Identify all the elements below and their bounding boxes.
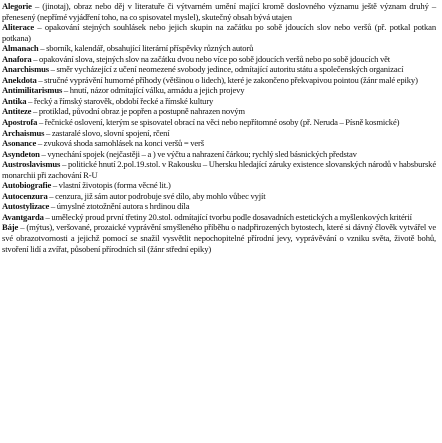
term: Antimilitarismus bbox=[2, 85, 63, 96]
glossary-entry bbox=[2, 106, 436, 117]
term: Autobiografie bbox=[2, 180, 52, 191]
definition: – úmyslné ztotožnění autora s hrdinou díla bbox=[49, 201, 190, 212]
definition: – vlastní životopis (forma věcné lit.) bbox=[51, 180, 171, 191]
definition: – směr vycházející z učení neomezené svobody jedince, odmítající autoritu státu a společenských organizací bbox=[48, 64, 404, 75]
glossary-entry bbox=[2, 1, 436, 22]
glossary-entry bbox=[2, 222, 436, 254]
term: Asonance bbox=[2, 138, 37, 149]
definition: – (jinotaj), obraz nebo děj v literatuře či výtvarném umění mající kromě doslovného významu ještě význam druhý – přenesený (nepřímé vyjádření toho, na co spisovatel myslel), skutečný obsah bývá utajen bbox=[2, 1, 436, 22]
glossary-entry bbox=[2, 149, 436, 160]
term: Alegorie bbox=[2, 1, 32, 11]
term: Avantgarda bbox=[2, 211, 44, 222]
term: Archaismus bbox=[2, 127, 45, 138]
glossary-entry bbox=[2, 201, 436, 212]
definition: – řečnické oslovení, kterým se spisovatel obrací na věci nebo nepřítomné osoby (př. Neruda – Písně kosmické) bbox=[37, 117, 400, 128]
glossary-entry bbox=[2, 75, 436, 86]
term: Antiteze bbox=[2, 106, 32, 117]
glossary-entry bbox=[2, 43, 436, 54]
definition: – zastaralé slovo, slovní spojení, rčení bbox=[44, 127, 170, 138]
definition: – opakování slova, stejných slov na začátku dvou nebo více po sobě jdoucích veršů nebo po sobě jdoucích vět bbox=[31, 53, 391, 64]
definition: – vynechání spojek (nejčastěji – a ) ve výčtu a nahrazení čárkou; rychlý sled básnických představ bbox=[39, 148, 357, 159]
term: Antika bbox=[2, 95, 27, 106]
definition: – zvuková shoda samohlásek na konci veršů = verš bbox=[36, 138, 204, 149]
glossary-entry bbox=[2, 117, 436, 128]
glossary-entry bbox=[2, 64, 436, 75]
glossary-entry bbox=[2, 22, 436, 43]
definition: – stručné vyprávění humorné příhody (většinou o lidech), které je zakončeno překvapivou pointou (žánr malé epiky) bbox=[36, 74, 418, 85]
term: Apostrofa bbox=[2, 117, 38, 128]
definition: – umělecký proud první třetiny 20.stol. odmítající tvorbu podle dosavadních estetických a myšlenkových kritérií bbox=[43, 211, 412, 222]
definition: – sborník, kalendář, obsahující literární příspěvky různých autorů bbox=[38, 43, 254, 54]
glossary-entry bbox=[2, 212, 436, 223]
glossary-entry bbox=[2, 85, 436, 96]
term: Almanach bbox=[2, 43, 39, 54]
term: Asyndeton bbox=[2, 148, 40, 159]
definition: – řecký a římský starověk, období řecké a římské kultury bbox=[26, 95, 214, 106]
glossary-entry bbox=[2, 191, 436, 202]
glossary-entry bbox=[2, 180, 436, 191]
definition: – politické hnutí 2.pol.19.stol. v Rakousku – Uhersku hledající záruky existence slovanských národů v habsburské monarchii při zachování R-U bbox=[2, 159, 436, 180]
glossary-entry bbox=[2, 54, 436, 65]
term: Aliterace bbox=[2, 22, 35, 33]
term: Autocenzura bbox=[2, 190, 48, 201]
term: Austroslavismus bbox=[2, 159, 61, 170]
glossary-entry bbox=[2, 138, 436, 149]
term: Báje bbox=[2, 222, 19, 233]
glossary-entry bbox=[2, 96, 436, 107]
definition: – opakování stejných souhlásek nebo jejich skupin na začátku po sobě jdoucích slov nebo veršů (př. potkal potkan potkana) bbox=[2, 22, 436, 43]
term: Anarchismus bbox=[2, 64, 49, 75]
definition: – hnutí, názor odmítající válku, armádu a jejich projevy bbox=[62, 85, 245, 96]
term: Anafora bbox=[2, 53, 32, 64]
definition: – cenzura, již sám autor podrobuje své dílo, aby mohlo vůbec vyjít bbox=[47, 190, 266, 201]
glossary-entry bbox=[2, 159, 436, 180]
term: Autostylizace bbox=[2, 201, 50, 212]
definition: – protiklad, původní obraz je popřen a postupně nahrazen novým bbox=[31, 106, 245, 117]
term: Anekdota bbox=[2, 74, 37, 85]
definition: – (mýtus), veršované, prozaické vyprávění smyšleného příběhu o nadpřirozených bytostech, které si dávný člověk vytvářel ve své obrazotvornosti a jejichž pomocí se snažil vysvětlit nepochopitelné přírodní jevy, vyprávěvání o vzniku světa, životě bohů, stvoření lidí a zvířat, působení přírodních sil (žánr střední epiky) bbox=[2, 222, 436, 254]
glossary-entry bbox=[2, 128, 436, 139]
